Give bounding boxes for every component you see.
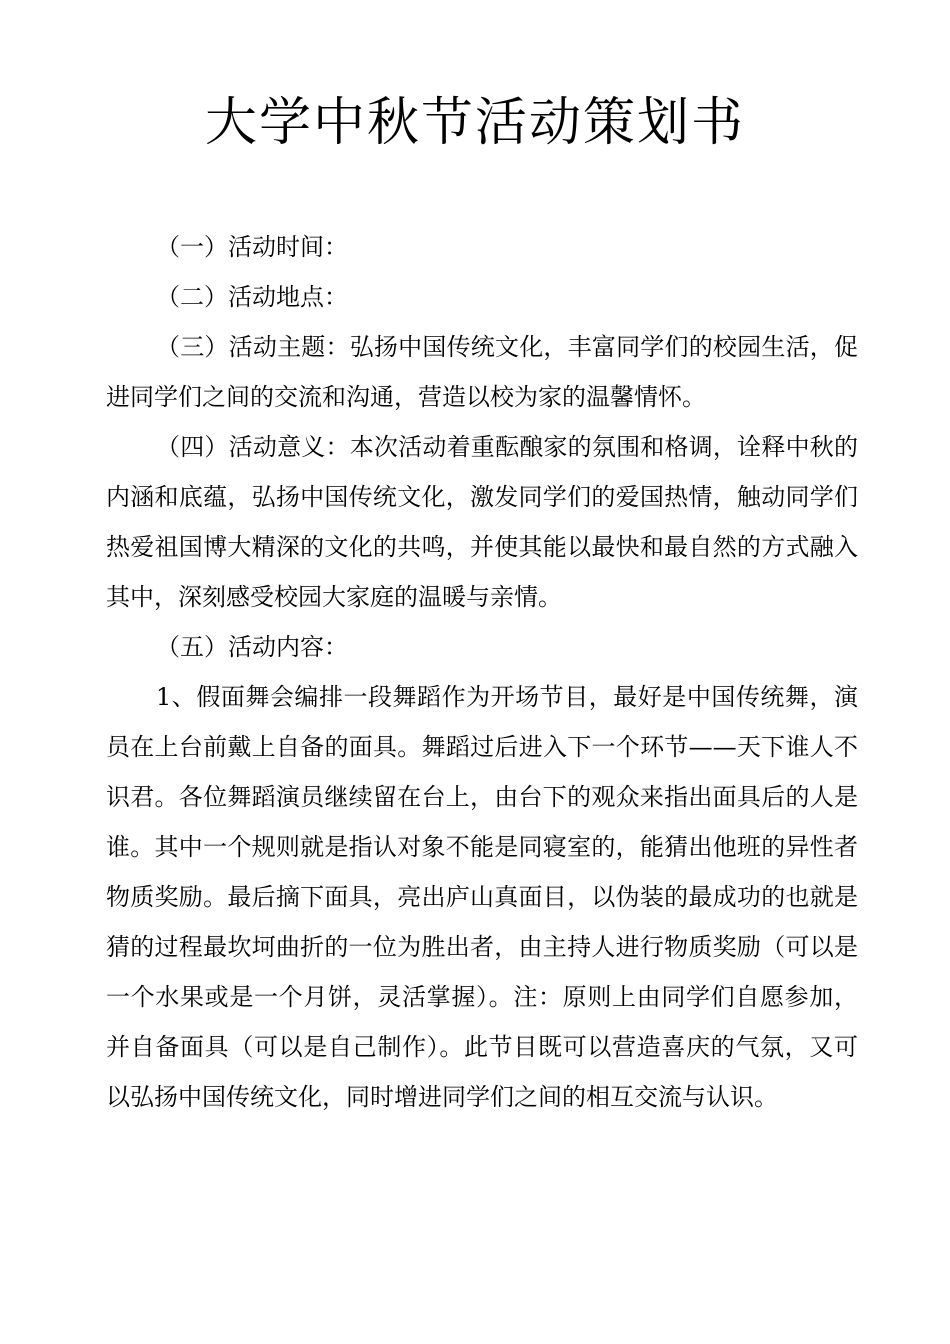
paragraph-activity-time: （一）活动时间： <box>156 233 348 261</box>
paragraph-masquerade-ball: 1、假面舞会编排一段舞蹈作为开场节目，最好是中国传统舞，演员在上台前戴上自备的面具。舞蹈过后进入下一个环节——天下谁人不识君。各位舞蹈演员继续留在台上，由台下的观众来指出面具后的人是谁。其中一个规则就是指认对象不能是同寝室的，能猜出他班的异性者物质奖励。最后摘下面具，亮出庐山真面目，以伪装的最成功的也就是猜的过程最坎坷曲折的一位为胜出者，由主持人进行物质奖励（可以是一个水果或是一个月饼，灵活掌握）。注：原则上由同学们自愿参加，并自备面具（可以是自己制作）。此节目既可以营造喜庆的气氛，又可以弘扬中国传统文化，同时增进同学们之间的相互交流与认识。 <box>106 683 858 1111</box>
document-body <box>106 222 858 1122</box>
document-title: 大学中秋节活动策划书 <box>204 93 745 153</box>
paragraph-activity-theme: （三）活动主题：弘扬中国传统文化，丰富同学们的校园生活，促进同学们之间的交流和沟通，营造以校为家的温馨情怀。 <box>106 333 858 411</box>
paragraph-activity-significance: （四）活动意义：本次活动着重酝酿家的氛围和格调，诠释中秋的内涵和底蕴，弘扬中国传统文化，激发同学们的爱国热情，触动同学们热爱祖国博大精深的文化的共鸣，并使其能以最快和最自然的方式融入其中，深刻感受校园大家庭的温暖与亲情。 <box>106 433 858 611</box>
paragraph-activity-location: （二）活动地点： <box>156 283 348 311</box>
paragraph-activity-content-heading: （五）活动内容： <box>156 633 348 661</box>
